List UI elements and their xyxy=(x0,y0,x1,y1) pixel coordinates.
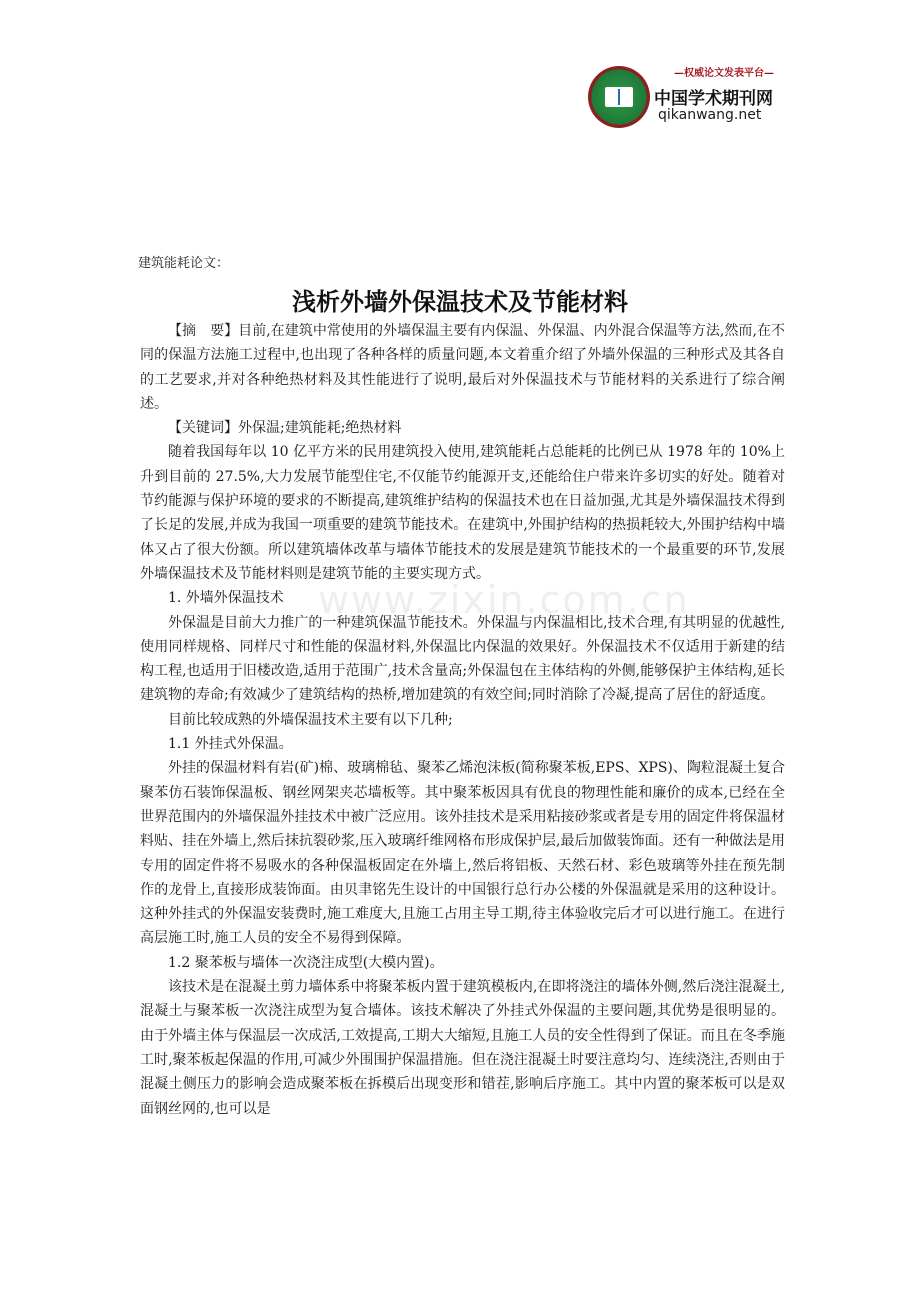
book-logo-icon xyxy=(588,66,650,128)
article-title: 浅析外墙外保温技术及节能材料 xyxy=(292,288,628,316)
section-heading: 1. 外墙外保温技术 xyxy=(168,590,284,607)
body-paragraph: 目前比较成熟的外墙保温技术主要有以下几种; xyxy=(168,711,453,728)
site-logo[interactable] xyxy=(588,62,808,134)
article-body xyxy=(140,319,785,1121)
logo-site-name: 中国学术期刊网 xyxy=(654,89,773,109)
body-paragraph: 外保温是目前大力推广的一种建筑保温节能技术。外保温与内保温相比,技术合理,有其明显的优越性,使用同样规格、同样尺寸和性能的保温材料,外保温比内保温的效果好。外保温技术不仅适用于新建的结构工程,也适用于旧楼改造,适用于范围广,技术含量高;外保温包在主体结构的外侧,能够保护主体结构,延长建筑物的寿命;有效减少了建筑结构的热桥,增加建筑的有效空间;同时消除了冷凝,提高了居住的舒适度。 xyxy=(140,614,785,704)
keywords-paragraph: 【关键词】外保温;建筑能耗;绝热材料 xyxy=(168,420,402,437)
watermark: www.zixin.com.cn xyxy=(318,578,690,622)
body-paragraph: 外挂的保温材料有岩(矿)棉、玻璃棉毡、聚苯乙烯泡沫板(简称聚苯板,EPS、XPS)、陶粒混凝土复合聚苯仿石装饰保温板、钢丝网架夹芯墙板等。其中聚苯板因具有优良的物理性能和廉价的成本,已经在全世界范围内的外墙保温外挂技术中被广泛应用。该外挂技术是采用粘接砂浆或者是专用的固定件将保温材料贴、挂在外墙上,然后抹抗裂砂浆,压入玻璃纤维网格布形成保护层,最后加做装饰面。还有一种做法是用专用的固定件将不易吸水的各种保温板固定在外墙上,然后将铝板、天然石材、彩色玻璃等外挂在预先制作的龙骨上,直接形成装饰面。由贝聿铭先生设计的中国银行总行办公楼的外保温就是采用的这种设计。这种外挂式的外保温安装费时,施工难度大,且施工占用主导工期,待主体验收完后才可以进行施工。在进行高层施工时,施工人员的安全不易得到保障。 xyxy=(140,760,785,947)
body-paragraph: 该技术是在混凝土剪力墙体系中将聚苯板内置于建筑模板内,在即将浇注的墙体外侧,然后浇注混凝土,混凝土与聚苯板一次浇注成型为复合墙体。该技术解决了外挂式外保温的主要问题,其优势是很明显的。由于外墙主体与保温层一次成活,工效提高,工期大大缩短,且施工人员的安全性得到了保证。而且在冬季施工时,聚苯板起保温的作用,可减少外围围护保温措施。但在浇注混凝土时要注意均匀、连续浇注,否则由于混凝土侧压力的影响会造成聚苯板在拆模后出现变形和错茬,影响后序施工。其中内置的聚苯板可以是双面钢丝网的,也可以是 xyxy=(140,979,785,1117)
category-label: 建筑能耗论文： xyxy=(138,256,230,271)
logo-url[interactable]: qikanwang.net xyxy=(658,107,762,123)
body-paragraph: 随着我国每年以 10 亿平方米的民用建筑投入使用,建筑能耗占总能耗的比例已从 1978 年的 10%上升到目前的 27.5%,大力发展节能型住宅,不仅能节约能源开支,还能给住户带来许多切实的好处。随着对节约能源与保护环境的要求的不断提高,建筑维护结构的保温技术也在日益加强,尤其是外墙保温技术得到了长足的发展,并成为我国一项重要的建筑节能技术。在建筑中,外围护结构的热损耗较大,外围护结构中墙体又占了很大份额。所以建筑墙体改革与墙体节能技术的发展是建筑节能技术的一个最重要的环节,发展外墙保温技术及节能材料则是建筑节能的主要实现方式。 xyxy=(140,444,785,582)
logo-tagline: —权威论文发表平台— xyxy=(674,68,774,79)
section-heading: 1.1 外挂式外保温。 xyxy=(168,736,293,753)
abstract-paragraph: 【摘 要】目前,在建筑中常使用的外墙保温主要有内保温、外保温、内外混合保温等方法,然而,在不同的保温方法施工过程中,也出现了各种各样的质量问题,本文着重介绍了外墙外保温的三种形式及其各自的工艺要求,并对各种绝热材料及其性能进行了说明,最后对外保温技术与节能材料的关系进行了综合阐述。 xyxy=(140,323,785,412)
section-heading: 1.2 聚苯板与墙体一次浇注成型(大模内置)。 xyxy=(168,954,444,971)
